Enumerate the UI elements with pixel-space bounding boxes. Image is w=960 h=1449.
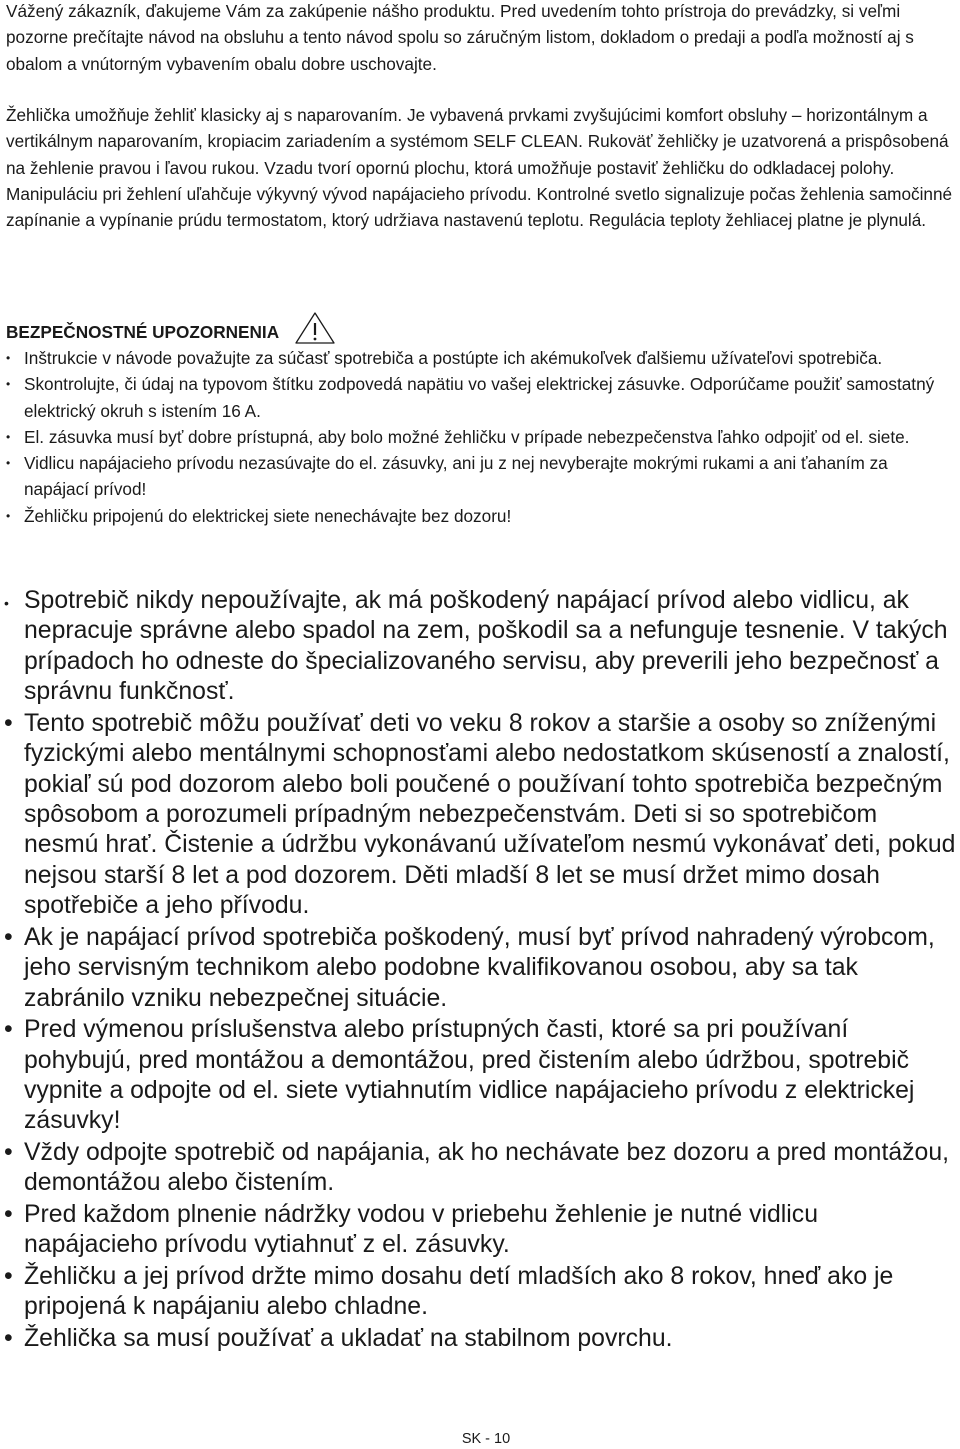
- safety-list-item: [6, 1324, 956, 1354]
- bullet-icon: •: [4, 923, 13, 951]
- page-number: SK - 10: [461, 1431, 511, 1447]
- bullet-icon: •: [4, 1325, 13, 1353]
- safety-heading: [6, 317, 337, 347]
- bullet-icon: •: [6, 429, 11, 444]
- safety-list-item-text: El. zásuvka musí byť dobre prístupná, aby bolo možné žehličku v prípade nebezpečenstva ľahko odpojiť od el. siete.: [24, 426, 910, 447]
- safety-list-small: [6, 345, 956, 529]
- safety-list-item-text: Ak je napájací prívod spotrebiča poškodený, musí byť prívod nahradený výrobcom, jeho servisným technikom alebo podobne kvalifikovanou osobou, aby sa tak zabránilo vzniku nebezpečnej situácie.: [24, 923, 935, 1012]
- safety-list-item: [6, 371, 956, 424]
- safety-list-item-text: Spotrebič nikdy nepoužívajte, ak má poškodený napájací prívod alebo vidlicu, ak nepracuje správne alebo spadol na zem, poškodil sa a nefunguje tesnenie. V takých prípadoch ho odneste do špecializovaného servisu, aby preverili jeho bezpečnosť a správnu funkčnosť.: [24, 587, 948, 706]
- safety-list-item: [6, 450, 956, 503]
- safety-list-item: [6, 709, 956, 922]
- safety-list-item: [6, 1200, 956, 1261]
- bullet-icon: •: [4, 709, 13, 737]
- bullet-icon: •: [6, 377, 11, 392]
- bullet-icon: •: [4, 1139, 13, 1167]
- safety-list-item: [6, 424, 956, 450]
- safety-list-item-text: Pred výmenou príslušenstva alebo prístupných časti, ktoré sa pri používaní pohybujú, pred montážou a demontážou, pred čistením alebo údržbou, spotrebič vypnite a odpojte od el. siete vytiahnutím vidlice napájacieho prívodu z elektrickej zásuvky!: [24, 1016, 915, 1135]
- bullet-icon: •: [4, 1201, 13, 1229]
- safety-list-item: [6, 586, 956, 708]
- intro-paragraph: Vážený zákazník, ďakujeme Vám za zakúpenie nášho produktu. Pred uvedením tohto prístroja do prevádzky, si veľmi pozorne prečítajte návod na obsluhu a tento návod spolu so záručným listom, dokladom o predaji a podľa možností aj s obalom a vnútorným vybavením obalu dobre uschovajte.: [6, 1, 914, 74]
- safety-list-item-text: Žehlička sa musí používať a ukladať na stabilnom povrchu.: [24, 1325, 673, 1353]
- warning-triangle-icon: [293, 311, 337, 345]
- safety-list-large: [6, 586, 956, 1354]
- safety-list-item-text: Tento spotrebič môžu používať deti vo veku 8 rokov a staršie a osoby so zníženými fyzickými alebo mentálnymi schopnosťami alebo nedostatkom skúseností a znalostí, pokiaľ sú pod dozorom alebo boli poučené o používaní tohto spotrebiča bezpečným spôsobom a porozumeli prípadným nebezpečenstvám. Deti si so spotrebičom nesmú hrať. Čistenie a údržbu vykonávanú užívateľom nesmú vykonávať deti, pokud nejsou starší 8 let a pod dozorem. Děti mladší 8 let se musí držet mimo dosah spotřebiče a jeho přívodu.: [24, 709, 956, 920]
- bullet-icon: •: [4, 1263, 13, 1291]
- bullet-icon: •: [6, 456, 11, 471]
- bullet-icon: •: [6, 351, 11, 365]
- safety-list-item: [6, 1138, 956, 1199]
- description-paragraph: Žehlička umožňuje žehliť klasicky aj s naparovaním. Je vybavená prvkami zvyšujúcimi komfort obsluhy – horizontálnym a vertikálnym naparovaním, kropiacim zariadením a systémom SELF CLEAN. Rukoväť žehličky je uzatvorená a prispôsobená na žehlenie pravou i ľavou rukou. Vzadu tvorí opornú plochu, ktorá umožňuje postaviť žehličku do odkladacej polohy. Manipuláciu pri žehlení uľahčuje výkyvný vývod napájacieho prívodu. Kontrolné svetlo signalizuje počas žehlenia samočinné zapínanie a vypínanie prúdu termostatom, ktorý udržiava nastavenú teplotu. Regulácia teploty žehliacej platne je plynulá.: [6, 105, 953, 231]
- safety-list-item-text: Inštrukcie v návode považujte za súčasť spotrebiča a postúpte ich akémukoľvek ďalšiemu užívateľovi spotrebiča.: [24, 348, 883, 368]
- bullet-icon: •: [4, 595, 9, 611]
- safety-heading-text: BEZPEČNOSTNÉ UPOZORNENIA: [6, 322, 280, 342]
- bullet-icon: •: [4, 1016, 13, 1044]
- safety-list-item-text: Vždy odpojte spotrebič od napájania, ak ho nechávate bez dozoru a pred montážou, demontážou alebo čistením.: [24, 1139, 950, 1197]
- safety-list-item: [6, 923, 956, 1014]
- safety-list-item: [6, 503, 956, 529]
- bullet-icon: •: [6, 508, 11, 523]
- safety-list-item-text: Pred každom plnenie nádržky vodou v priebehu žehlenie je nutné vidlicu napájacieho prívodu vytiahnuť z el. zásuvky.: [24, 1201, 818, 1259]
- safety-list-item-text: Žehličku pripojenú do elektrickej siete nenechávajte bez dozoru!: [24, 505, 512, 526]
- safety-list-item: [6, 1015, 956, 1137]
- safety-list-item: [6, 345, 956, 371]
- safety-list-item-text: Skontrolujte, či údaj na typovom štítku zodpovedá napätiu vo vašej elektrickej zásuvke. Odporúčame použiť samostatný elektrický okruh s istením 16 A.: [24, 374, 935, 421]
- safety-list-item-text: Žehličku a jej prívod držte mimo dosahu detí mladších ako 8 rokov, hneď ako je pripojená k napájaniu alebo chladne.: [24, 1263, 894, 1321]
- safety-list-item: [6, 1262, 956, 1323]
- safety-list-item-text: Vidlicu napájacieho prívodu nezasúvajte do el. zásuvky, ani ju z nej nevyberajte mokrými rukami a ani ťahaním za napájací prívod!: [24, 453, 888, 500]
